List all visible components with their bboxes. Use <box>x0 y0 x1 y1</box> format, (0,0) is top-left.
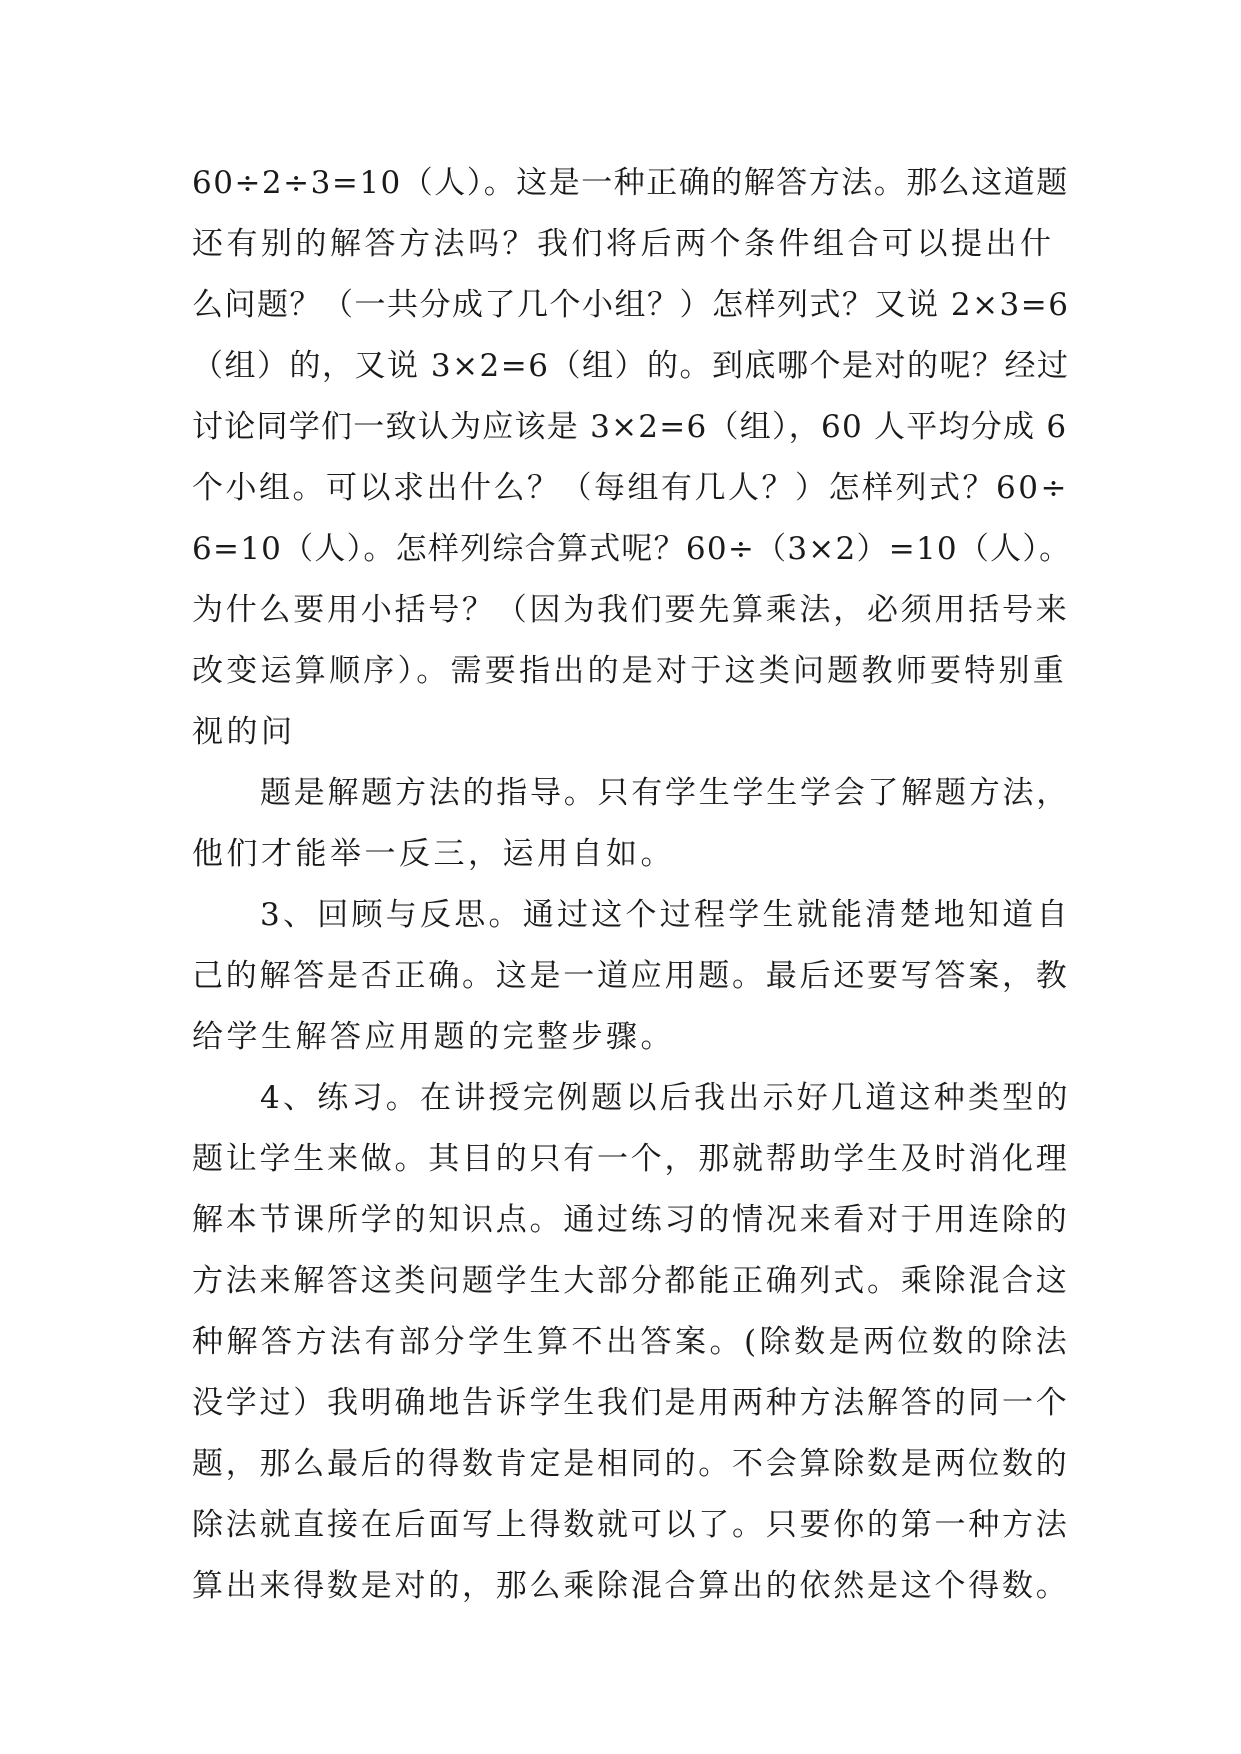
document-page <box>192 153 1072 1617</box>
text-line: 种解答方法有部分学生算不出答案。(除数是两位数的除法 <box>192 1324 1071 1360</box>
text-line: 题，那么最后的得数肯定是相同的。不会算除数是两位数的 <box>192 1446 1070 1482</box>
text-line: 么问题？（一共分成了几个小组？）怎样列式？又说 2×3=6 <box>192 287 1070 323</box>
text-line: 题让学生来做。其目的只有一个，那就帮助学生及时消化理 <box>192 1141 1070 1177</box>
text-line: 4、练习。在讲授完例题以后我出示好几道这种类型的 <box>260 1080 1071 1116</box>
paragraph-3 <box>192 885 1072 1068</box>
text-line: 除法就直接在后面写上得数就可以了。只要你的第一种方法 <box>192 1507 1070 1543</box>
text-line: 3、回顾与反思。通过这个过程学生就能清楚地知道自 <box>260 897 1071 933</box>
text-line: 算出来得数是对的，那么乘除混合算出的依然是这个得数。 <box>192 1568 1070 1604</box>
text-line: 方法来解答这类问题学生大部分都能正确列式。乘除混合这 <box>192 1263 1070 1299</box>
text-line: 讨论同学们一致认为应该是 3×2=6（组），60 人平均分成 6 <box>192 409 1068 445</box>
text-line: 解本节课所学的知识点。通过练习的情况来看对于用连除的 <box>192 1202 1070 1238</box>
text-line: 为什么要用小括号？（因为我们要先算乘法，必须用括号来 <box>192 592 1070 628</box>
text-line: 没学过）我明确地告诉学生我们是用两种方法解答的同一个 <box>192 1385 1070 1421</box>
text-line: 个小组。可以求出什么？（每组有几人？）怎样列式？60÷ <box>192 470 1069 506</box>
paragraph-4 <box>192 1068 1072 1617</box>
text-line: （组）的，又说 3×2=6（组）的。到底哪个是对的呢？经过 <box>192 348 1070 384</box>
text-line: 他们才能举一反三，运用自如。 <box>192 836 675 872</box>
text-line: 给学生解答应用题的完整步骤。 <box>192 1019 675 1055</box>
text-line: 题是解题方法的指导。只有学生学生学会了解题方法， <box>260 775 1070 811</box>
text-line: 改变运算顺序）。需要指出的是对于这类问题教师要特别重 <box>192 653 1067 689</box>
text-line: 己的解答是否正确。这是一道应用题。最后还要写答案，教 <box>192 958 1070 994</box>
text-line: 60÷2÷3=10（人）。这是一种正确的解答方法。那么这道题 <box>192 165 1069 201</box>
paragraph-1 <box>192 153 1072 763</box>
text-line: 还有别的解答方法吗？我们将后两个条件组合可以提出什 <box>192 226 1055 262</box>
text-line: 视的问 <box>192 714 296 750</box>
text-line: 6=10（人）。怎样列综合算式呢？60÷（3×2）=10（人）。 <box>192 531 1072 567</box>
paragraph-2 <box>192 763 1072 885</box>
